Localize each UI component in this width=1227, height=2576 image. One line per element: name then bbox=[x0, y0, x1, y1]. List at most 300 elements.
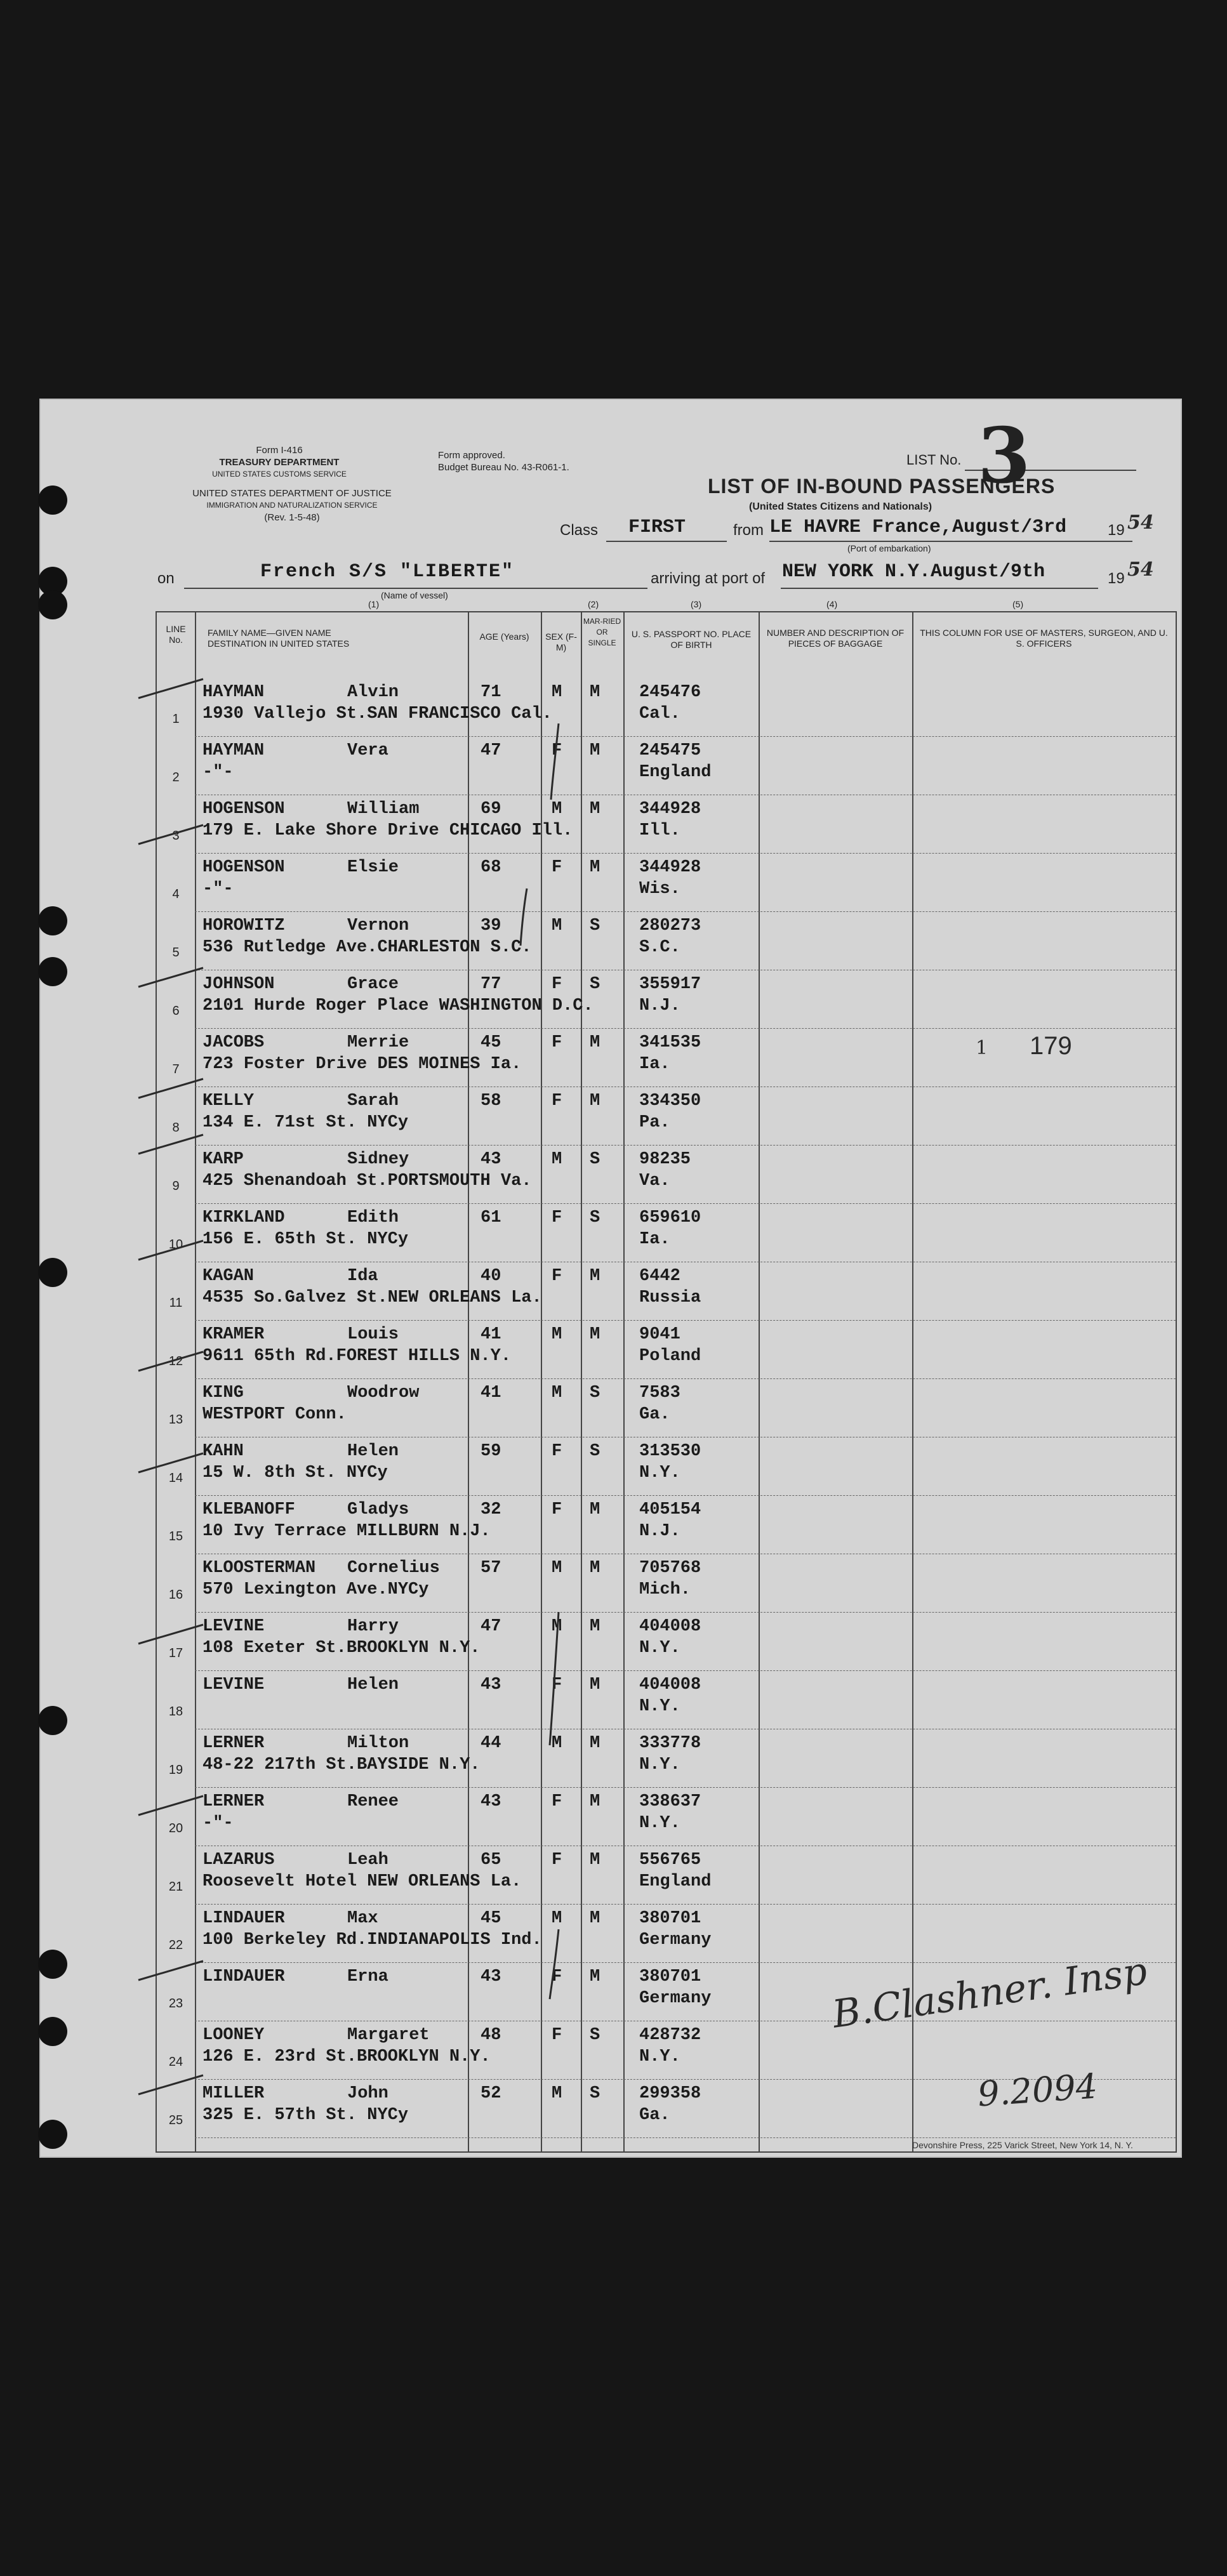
table-row bbox=[157, 1438, 1176, 1496]
rev-line: (Rev. 1-5-48) bbox=[264, 512, 320, 523]
given-name: Edith bbox=[347, 1208, 399, 1227]
row-divider bbox=[195, 1320, 1176, 1321]
binder-hole bbox=[38, 957, 67, 986]
place-of-birth: Germany bbox=[639, 1989, 712, 2008]
given-name: Sidney bbox=[347, 1150, 409, 1169]
col-number-1: (1) bbox=[368, 599, 380, 609]
given-name: Alvin bbox=[347, 683, 399, 702]
line-number: 1 bbox=[172, 712, 180, 726]
table-row bbox=[157, 1263, 1176, 1321]
list-no-value: 3 bbox=[978, 411, 1031, 501]
line-number: 24 bbox=[168, 2055, 183, 2069]
sex: F bbox=[552, 1442, 562, 1461]
given-name: Milton bbox=[347, 1734, 409, 1753]
line-number: 7 bbox=[172, 1062, 180, 1076]
row-divider bbox=[195, 911, 1176, 912]
inspector-signature: B.Clashner. Insp bbox=[830, 1948, 1150, 2037]
place-of-birth: Russia bbox=[639, 1288, 701, 1307]
vessel-rule bbox=[184, 588, 647, 589]
year-hand-1: 54 bbox=[1127, 512, 1154, 534]
marital-status: S bbox=[590, 1208, 600, 1227]
family-name: HOGENSON bbox=[202, 800, 285, 819]
sex: F bbox=[552, 1792, 562, 1811]
from-rule bbox=[769, 541, 1132, 542]
age: 45 bbox=[481, 1033, 501, 1052]
sex: F bbox=[552, 741, 562, 760]
row-divider bbox=[195, 853, 1176, 854]
given-name: Woodrow bbox=[347, 1384, 420, 1403]
destination: 723 Foster Drive DES MOINES Ia. bbox=[202, 1055, 522, 1074]
line-number: 4 bbox=[172, 887, 180, 901]
binder-hole bbox=[38, 906, 67, 935]
marital-status: M bbox=[590, 1033, 600, 1052]
age: 39 bbox=[481, 916, 501, 935]
marital-status: M bbox=[590, 800, 600, 819]
passport-number: 333778 bbox=[639, 1734, 701, 1753]
row-divider bbox=[195, 2137, 1176, 2138]
destination: 15 W. 8th St. NYCy bbox=[202, 1463, 388, 1483]
passport-number: 334350 bbox=[639, 1092, 701, 1111]
sex: F bbox=[552, 2026, 562, 2045]
printer-imprint: Devonshire Press, 225 Varick Street, New York 14, N. Y. bbox=[912, 2140, 1133, 2150]
table-row bbox=[157, 737, 1176, 796]
sex: M bbox=[552, 1325, 562, 1344]
place-of-birth: N.J. bbox=[639, 996, 680, 1015]
place-of-birth: Wis. bbox=[639, 880, 680, 899]
table-row bbox=[157, 1146, 1176, 1205]
passport-number: 245476 bbox=[639, 683, 701, 702]
binder-hole bbox=[38, 1706, 67, 1735]
marital-status: S bbox=[590, 916, 600, 935]
destination: 10 Ivy Terrace MILLBURN N.J. bbox=[202, 1522, 491, 1541]
marital-status: M bbox=[590, 741, 600, 760]
table-row bbox=[157, 1555, 1176, 1613]
line-number: 23 bbox=[168, 1997, 183, 2011]
given-name: Vera bbox=[347, 741, 388, 760]
row-divider bbox=[195, 1962, 1176, 1963]
destination: -"- bbox=[202, 1814, 234, 1833]
table-row bbox=[157, 1788, 1176, 1847]
place-of-birth: Poland bbox=[639, 1347, 701, 1366]
binder-hole bbox=[38, 485, 67, 515]
line-number: 17 bbox=[168, 1646, 183, 1660]
place-of-birth: Germany bbox=[639, 1931, 712, 1950]
age: 61 bbox=[481, 1208, 501, 1227]
line-number: 11 bbox=[169, 1296, 183, 1310]
table-row bbox=[157, 1730, 1176, 1788]
year-label-2: 19 bbox=[1108, 570, 1125, 587]
arriving-rule bbox=[781, 588, 1098, 589]
table-row bbox=[157, 1380, 1176, 1438]
place-of-birth: Ia. bbox=[639, 1055, 670, 1074]
destination: -"- bbox=[202, 763, 234, 782]
header-baggage: NUMBER AND DESCRIPTION OF PIECES OF BAGGAGE bbox=[766, 628, 905, 649]
sex: M bbox=[552, 1734, 562, 1753]
destination: 156 E. 65th St. NYCy bbox=[202, 1230, 409, 1249]
place-of-birth: N.J. bbox=[639, 1522, 680, 1541]
binder-hole bbox=[38, 1950, 67, 1979]
port-caption: (Port of embarkation) bbox=[847, 543, 931, 553]
place-of-birth: England bbox=[639, 763, 712, 782]
approval-line: Form approved. bbox=[438, 450, 505, 461]
marital-status: M bbox=[590, 1325, 600, 1344]
class-label: Class bbox=[560, 522, 599, 539]
passport-number: 341535 bbox=[639, 1033, 701, 1052]
family-name: KAHN bbox=[202, 1442, 244, 1461]
form-id-block bbox=[184, 444, 375, 480]
line-number: 19 bbox=[168, 1763, 183, 1777]
from-label: from bbox=[733, 522, 764, 539]
given-name: Ida bbox=[347, 1267, 378, 1286]
row7-mark: 1 bbox=[976, 1037, 988, 1059]
sex: F bbox=[552, 858, 562, 877]
passport-number: 355917 bbox=[639, 975, 701, 994]
list-no-label: LIST No. bbox=[906, 452, 962, 468]
from-value: LE HAVRE France,August/3rd bbox=[769, 517, 1067, 538]
passport-number: 313530 bbox=[639, 1442, 701, 1461]
given-name: John bbox=[347, 2084, 388, 2103]
table-row bbox=[157, 1905, 1176, 1964]
bureau-line: Budget Bureau No. 43-R061-1. bbox=[438, 462, 569, 473]
marital-status: M bbox=[590, 1092, 600, 1111]
given-name: Erna bbox=[347, 1967, 388, 1986]
page-title: LIST OF IN-BOUND PASSENGERS bbox=[708, 475, 1056, 498]
family-name: HOGENSON bbox=[202, 858, 285, 877]
place-of-birth: N.Y. bbox=[639, 1639, 680, 1658]
passport-number: 7583 bbox=[639, 1384, 680, 1403]
family-name: KIRKLAND bbox=[202, 1208, 285, 1227]
row-divider bbox=[195, 1787, 1176, 1788]
row-divider bbox=[195, 1203, 1176, 1204]
line-number: 2 bbox=[172, 770, 180, 784]
destination: 425 Shenandoah St.PORTSMOUTH Va. bbox=[202, 1172, 532, 1191]
table-row bbox=[157, 1088, 1176, 1146]
age: 32 bbox=[481, 1500, 501, 1519]
given-name: Elsie bbox=[347, 858, 399, 877]
family-name: LINDAUER bbox=[202, 1909, 285, 1928]
sex: M bbox=[552, 1384, 562, 1403]
given-name: Margaret bbox=[347, 2026, 430, 2045]
table-row bbox=[157, 796, 1176, 854]
table-row bbox=[157, 1847, 1176, 1905]
passport-number: 556765 bbox=[639, 1851, 701, 1870]
given-name: Grace bbox=[347, 975, 399, 994]
line-number: 10 bbox=[168, 1238, 183, 1252]
age: 69 bbox=[481, 800, 501, 819]
row-divider bbox=[195, 1378, 1176, 1379]
destination: 570 Lexington Ave.NYCy bbox=[202, 1580, 429, 1599]
age: 47 bbox=[481, 1617, 501, 1636]
age: 44 bbox=[481, 1734, 501, 1753]
destination: 1930 Vallejo St.SAN FRANCISCO Cal. bbox=[202, 704, 552, 723]
age: 59 bbox=[481, 1442, 501, 1461]
sex: M bbox=[552, 1617, 562, 1636]
approval-block bbox=[438, 449, 569, 473]
line-number: 25 bbox=[168, 2113, 183, 2127]
place-of-birth: Ill. bbox=[639, 821, 680, 840]
line-number: 6 bbox=[172, 1004, 180, 1018]
vessel-name: French S/S "LIBERTE" bbox=[260, 561, 515, 583]
on-label: on bbox=[157, 570, 175, 587]
given-name: Max bbox=[347, 1909, 378, 1928]
row-divider bbox=[195, 1495, 1176, 1496]
year-hand-2: 54 bbox=[1127, 558, 1154, 581]
passport-number: 380701 bbox=[639, 1909, 701, 1928]
passport-number: 405154 bbox=[639, 1500, 701, 1519]
given-name: Helen bbox=[347, 1675, 399, 1694]
marital-status: M bbox=[590, 1851, 600, 1870]
passport-number: 344928 bbox=[639, 800, 701, 819]
line-number: 15 bbox=[168, 1529, 183, 1543]
marital-status: S bbox=[590, 975, 600, 994]
place-of-birth: Ia. bbox=[639, 1230, 670, 1249]
family-name: KING bbox=[202, 1384, 244, 1403]
header-line-no: LINE No. bbox=[166, 624, 186, 645]
table-row bbox=[157, 854, 1176, 913]
sex: F bbox=[552, 1033, 562, 1052]
family-name: KLOOSTERMAN bbox=[202, 1559, 316, 1578]
marital-status: M bbox=[590, 1734, 600, 1753]
arriving-value: NEW YORK N.Y.August/9th bbox=[782, 561, 1045, 583]
row-divider bbox=[195, 1670, 1176, 1671]
passport-number: 705768 bbox=[639, 1559, 701, 1578]
place-of-birth: Pa. bbox=[639, 1113, 670, 1132]
age: 43 bbox=[481, 1967, 501, 1986]
place-of-birth: N.Y. bbox=[639, 1697, 680, 1716]
age: 52 bbox=[481, 2084, 501, 2103]
marital-status: S bbox=[590, 2084, 600, 2103]
sex: F bbox=[552, 1967, 562, 1986]
marital-status: M bbox=[590, 858, 600, 877]
table-row bbox=[157, 1321, 1176, 1380]
passport-number: 245475 bbox=[639, 741, 701, 760]
given-name: Louis bbox=[347, 1325, 399, 1344]
place-of-birth: N.Y. bbox=[639, 1463, 680, 1483]
form-number: Form I-416 bbox=[256, 445, 303, 456]
sex: M bbox=[552, 916, 562, 935]
place-of-birth: Mich. bbox=[639, 1580, 691, 1599]
doj-line: UNITED STATES DEPARTMENT OF JUSTICE bbox=[192, 488, 392, 499]
destination: Roosevelt Hotel NEW ORLEANS La. bbox=[202, 1872, 522, 1891]
inspector-date: 9.2094 bbox=[976, 2066, 1099, 2115]
sex: M bbox=[552, 1909, 562, 1928]
family-name: KARP bbox=[202, 1150, 244, 1169]
page-subtitle: (United States Citizens and Nationals) bbox=[749, 501, 932, 512]
table-row bbox=[157, 1496, 1176, 1555]
marital-status: M bbox=[590, 1675, 600, 1694]
passport-number: 428732 bbox=[639, 2026, 701, 2045]
sex: F bbox=[552, 1208, 562, 1227]
marital-status: S bbox=[590, 1442, 600, 1461]
line-number: 9 bbox=[172, 1179, 180, 1193]
place-of-birth: N.Y. bbox=[639, 1755, 680, 1774]
passport-number: 6442 bbox=[639, 1267, 680, 1286]
age: 65 bbox=[481, 1851, 501, 1870]
age: 41 bbox=[481, 1384, 501, 1403]
row-divider bbox=[195, 1612, 1176, 1613]
family-name: KELLY bbox=[202, 1092, 255, 1111]
place-of-birth: N.Y. bbox=[639, 2047, 680, 2066]
age: 57 bbox=[481, 1559, 501, 1578]
passport-number: 344928 bbox=[639, 858, 701, 877]
family-name: KAGAN bbox=[202, 1267, 255, 1286]
age: 48 bbox=[481, 2026, 501, 2045]
age: 43 bbox=[481, 1792, 501, 1811]
family-name: LAZARUS bbox=[202, 1851, 275, 1870]
marital-status: M bbox=[590, 1967, 600, 1986]
destination: 108 Exeter St.BROOKLYN N.Y. bbox=[202, 1639, 481, 1658]
sex: M bbox=[552, 2084, 562, 2103]
sex: M bbox=[552, 1150, 562, 1169]
place-of-birth: S.C. bbox=[639, 938, 680, 957]
passport-number: 404008 bbox=[639, 1617, 701, 1636]
destination: 536 Rutledge Ave.CHARLESTON S.C. bbox=[202, 938, 532, 957]
age: 43 bbox=[481, 1150, 501, 1169]
age: 41 bbox=[481, 1325, 501, 1344]
vessel-caption: (Name of vessel) bbox=[381, 590, 448, 600]
destination: -"- bbox=[202, 880, 234, 899]
age: 77 bbox=[481, 975, 501, 994]
passport-number: 404008 bbox=[639, 1675, 701, 1694]
given-name: Renee bbox=[347, 1792, 399, 1811]
given-name: Cornelius bbox=[347, 1559, 440, 1578]
line-number: 3 bbox=[172, 829, 180, 843]
given-name: Leah bbox=[347, 1851, 388, 1870]
destination: 4535 So.Galvez St.NEW ORLEANS La. bbox=[202, 1288, 542, 1307]
class-value: FIRST bbox=[628, 517, 686, 538]
sex: F bbox=[552, 1267, 562, 1286]
given-name: Vernon bbox=[347, 916, 409, 935]
passport-number: 9041 bbox=[639, 1325, 680, 1344]
place-of-birth: N.Y. bbox=[639, 1814, 680, 1833]
line-number: 16 bbox=[168, 1588, 183, 1602]
place-of-birth: England bbox=[639, 1872, 712, 1891]
marital-status: S bbox=[590, 1384, 600, 1403]
passport-number: 338637 bbox=[639, 1792, 701, 1811]
age: 68 bbox=[481, 858, 501, 877]
family-name: JOHNSON bbox=[202, 975, 275, 994]
sex: F bbox=[552, 1851, 562, 1870]
line-number: 22 bbox=[168, 1938, 183, 1952]
col-number-4: (4) bbox=[826, 599, 838, 609]
sex: F bbox=[552, 1092, 562, 1111]
line-number: 21 bbox=[168, 1880, 183, 1894]
passport-number: 98235 bbox=[639, 1150, 691, 1169]
place-of-birth: Cal. bbox=[639, 704, 680, 723]
line-number: 18 bbox=[168, 1705, 183, 1719]
family-name: HOROWITZ bbox=[202, 916, 285, 935]
given-name: William bbox=[347, 800, 420, 819]
place-of-birth: Ga. bbox=[639, 2106, 670, 2125]
given-name: Helen bbox=[347, 1442, 399, 1461]
table-row bbox=[157, 1029, 1176, 1088]
destination: 2101 Hurde Roger Place WASHINGTON D.C. bbox=[202, 996, 594, 1015]
destination: 48-22 217th St.BAYSIDE N.Y. bbox=[202, 1755, 481, 1774]
passenger-table bbox=[156, 611, 1177, 2153]
family-name: JACOBS bbox=[202, 1033, 265, 1052]
class-rule bbox=[606, 541, 727, 542]
header-name: FAMILY NAME—GIVEN NAME DESTINATION IN UNITED STATES bbox=[208, 628, 350, 649]
binder-hole bbox=[38, 2120, 67, 2149]
family-name: KLEBANOFF bbox=[202, 1500, 295, 1519]
age: 43 bbox=[481, 1675, 501, 1694]
family-name: HAYMAN bbox=[202, 741, 265, 760]
sex: M bbox=[552, 800, 562, 819]
table-row bbox=[157, 913, 1176, 971]
row-divider bbox=[195, 736, 1176, 737]
age: 40 bbox=[481, 1267, 501, 1286]
col-number-2: (2) bbox=[588, 599, 599, 609]
given-name: Harry bbox=[347, 1617, 399, 1636]
header-age: AGE (Years) bbox=[479, 631, 529, 642]
marital-status: S bbox=[590, 1150, 600, 1169]
line-number: 20 bbox=[168, 1821, 183, 1835]
marital-status: M bbox=[590, 1792, 600, 1811]
binder-hole bbox=[38, 590, 67, 619]
age: 58 bbox=[481, 1092, 501, 1111]
passport-number: 299358 bbox=[639, 2084, 701, 2103]
passport-number: 659610 bbox=[639, 1208, 701, 1227]
marital-status: M bbox=[590, 1267, 600, 1286]
family-name: LERNER bbox=[202, 1734, 265, 1753]
sex: M bbox=[552, 1559, 562, 1578]
family-name: LEVINE bbox=[202, 1617, 265, 1636]
year-label-1: 19 bbox=[1108, 522, 1125, 539]
passport-number: 280273 bbox=[639, 916, 701, 935]
customs-service: UNITED STATES CUSTOMS SERVICE bbox=[212, 470, 347, 479]
place-of-birth: Va. bbox=[639, 1172, 670, 1191]
destination: WESTPORT Conn. bbox=[202, 1405, 347, 1424]
given-name: Gladys bbox=[347, 1500, 409, 1519]
place-of-birth: Ga. bbox=[639, 1405, 670, 1424]
header-officers: THIS COLUMN FOR USE OF MASTERS, SURGEON, AND U. S. OFFICERS bbox=[920, 628, 1168, 649]
doj-block bbox=[159, 487, 425, 524]
family-name: LOONEY bbox=[202, 2026, 265, 2045]
sex: F bbox=[552, 1675, 562, 1694]
binder-hole bbox=[38, 1258, 67, 1287]
given-name: Sarah bbox=[347, 1092, 399, 1111]
table-row bbox=[157, 1672, 1176, 1730]
age: 47 bbox=[481, 741, 501, 760]
destination: 134 E. 71st St. NYCy bbox=[202, 1113, 409, 1132]
line-number: 13 bbox=[168, 1413, 183, 1427]
destination: 179 E. Lake Shore Drive CHICAGO Ill. bbox=[202, 821, 573, 840]
header-sex: SEX (F-M) bbox=[545, 631, 577, 652]
col-number-3: (3) bbox=[691, 599, 702, 609]
age: 45 bbox=[481, 1909, 501, 1928]
col-number-5: (5) bbox=[1012, 599, 1024, 609]
destination: 9611 65th Rd.FOREST HILLS N.Y. bbox=[202, 1347, 512, 1366]
family-name: LEVINE bbox=[202, 1675, 265, 1694]
row-divider bbox=[195, 1145, 1176, 1146]
family-name: MILLER bbox=[202, 2084, 265, 2103]
header-married: MAR-RIED OR SINGLE bbox=[583, 617, 621, 647]
line-number: 12 bbox=[168, 1354, 183, 1368]
header-passport: U. S. PASSPORT NO. PLACE OF BIRTH bbox=[631, 629, 752, 650]
sex: F bbox=[552, 1500, 562, 1519]
marital-status: M bbox=[590, 1500, 600, 1519]
family-name: KRAMER bbox=[202, 1325, 265, 1344]
line-number: 8 bbox=[172, 1121, 180, 1135]
table-row bbox=[157, 1205, 1176, 1263]
sex: M bbox=[552, 683, 562, 702]
destination: 126 E. 23rd St.BROOKLYN N.Y. bbox=[202, 2047, 491, 2066]
marital-status: M bbox=[590, 1909, 600, 1928]
marital-status: M bbox=[590, 683, 600, 702]
destination: 325 E. 57th St. NYCy bbox=[202, 2106, 409, 2125]
marital-status: M bbox=[590, 1559, 600, 1578]
row-divider bbox=[195, 1028, 1176, 1029]
